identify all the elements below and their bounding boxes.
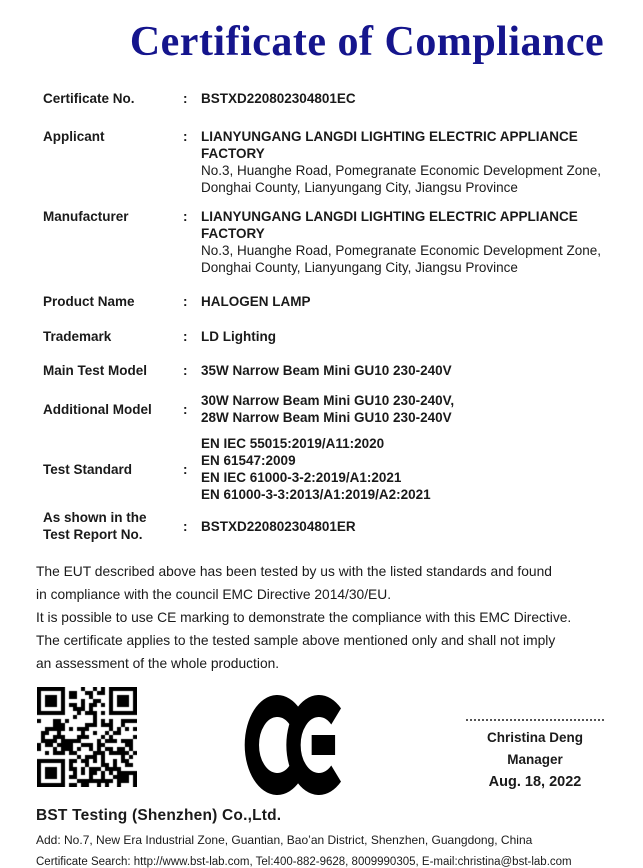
field-value: LD Lighting: [201, 329, 276, 344]
test-standard-line: EN IEC 55015:2019/A11:2020: [201, 436, 385, 451]
applicant-name: LIANYUNGANG LANGDI LIGHTING ELECTRIC APPLIANCE FACTORY: [201, 129, 578, 161]
colon-separator: :: [183, 518, 188, 534]
field-row-additional-model: [43, 392, 620, 426]
ce-mark-icon: [244, 695, 352, 795]
statement-line: The certificate applies to the tested sample above mentioned only and shall not imply: [36, 633, 556, 648]
field-row-manufacturer: [43, 208, 620, 276]
colon-separator: :: [183, 294, 188, 309]
applicant-address-line: No.3, Huanghe Road, Pomegranate Economic Development Zone,: [201, 163, 601, 178]
footer: [36, 807, 620, 868]
test-report-label-line: As shown in the: [43, 510, 147, 525]
statement-line: It is possible to use CE marking to demonstrate the compliance with this EMC Directive.: [36, 610, 572, 625]
field-value: BSTXD220802304801EC: [201, 91, 356, 106]
field-row-certificate-no: [43, 90, 620, 107]
field-label: Applicant: [43, 129, 105, 144]
colon-separator: :: [183, 209, 188, 224]
colon-separator: :: [183, 329, 188, 344]
certificate-search-line: Certificate Search: http://www.bst-lab.com, Tel:400-882-9628, 8009990305, E-mail:christina@bst-lab.com: [36, 856, 572, 868]
statement-line: in compliance with the council EMC Directive 2014/30/EU.: [36, 587, 392, 602]
ce-mark-container: [141, 687, 454, 795]
field-label: Test Standard: [43, 461, 133, 477]
field-row-trademark: [43, 328, 620, 345]
test-standard-line: EN 61547:2009: [201, 453, 296, 468]
colon-separator: :: [183, 461, 188, 477]
field-value: [201, 392, 620, 426]
field-label: Manufacturer: [43, 209, 129, 224]
field-row-test-report-no: [43, 509, 620, 543]
manufacturer-address-line: No.3, Huanghe Road, Pomegranate Economic Development Zone,: [201, 243, 601, 258]
manufacturer-name: LIANYUNGANG LANGDI LIGHTING ELECTRIC APPLIANCE FACTORY: [201, 209, 578, 241]
signature-block: [450, 719, 620, 793]
certificate-fields: [36, 90, 620, 543]
issuer-company-name: BST Testing (Shenzhen) Co.,Ltd.: [36, 807, 282, 824]
signatory-role: Manager: [507, 752, 563, 767]
manufacturer-address-line: Donghai County, Lianyungang City, Jiangsu Province: [201, 260, 518, 275]
applicant-address-line: Donghai County, Lianyungang City, Jiangsu Province: [201, 180, 518, 195]
statement-line: The EUT described above has been tested by us with the listed standards and found: [36, 564, 552, 579]
field-value: [201, 128, 620, 196]
colon-separator: :: [183, 401, 188, 417]
statement-line: an assessment of the whole production.: [36, 656, 280, 671]
field-row-main-test-model: [43, 362, 620, 379]
marks-row: [36, 687, 620, 799]
qr-code-icon: [37, 687, 137, 787]
field-value: HALOGEN LAMP: [201, 294, 311, 309]
certificate-title: Certificate of Compliance: [129, 19, 605, 65]
test-standard-line: EN IEC 61000-3-2:2019/A1:2021: [201, 470, 402, 485]
field-label: Product Name: [43, 294, 135, 309]
field-value: BSTXD220802304801ER: [201, 518, 356, 534]
colon-separator: :: [183, 129, 188, 144]
field-row-test-standard: [43, 435, 620, 503]
signature-dotted-line: [466, 719, 604, 721]
additional-model-line: 30W Narrow Beam Mini GU10 230-240V,: [201, 393, 455, 408]
issuer-address: Add: No.7, New Era Industrial Zone, Guantian, Bao’an District, Shenzhen, Guangdong, China: [36, 833, 533, 847]
field-label: Additional Model: [43, 401, 152, 417]
field-value: [201, 208, 620, 276]
test-standard-line: EN 61000-3-3:2013/A1:2019/A2:2021: [201, 487, 431, 502]
field-row-applicant: [43, 128, 620, 196]
field-value: 35W Narrow Beam Mini GU10 230-240V: [201, 363, 452, 378]
field-label: [43, 509, 183, 543]
field-label: Certificate No.: [43, 91, 135, 106]
test-report-label-line: Test Report No.: [43, 527, 143, 542]
field-value: [201, 435, 620, 503]
compliance-statement: [36, 560, 620, 675]
field-row-product-name: [43, 293, 620, 310]
additional-model-line: 28W Narrow Beam Mini GU10 230-240V: [201, 410, 452, 425]
signature-date: Aug. 18, 2022: [488, 774, 582, 790]
colon-separator: :: [183, 363, 188, 378]
qr-code-container: [37, 687, 137, 792]
field-label: Trademark: [43, 329, 112, 344]
field-label: Main Test Model: [43, 363, 148, 378]
colon-separator: :: [183, 91, 188, 106]
signatory-name: Christina Deng: [486, 730, 583, 745]
